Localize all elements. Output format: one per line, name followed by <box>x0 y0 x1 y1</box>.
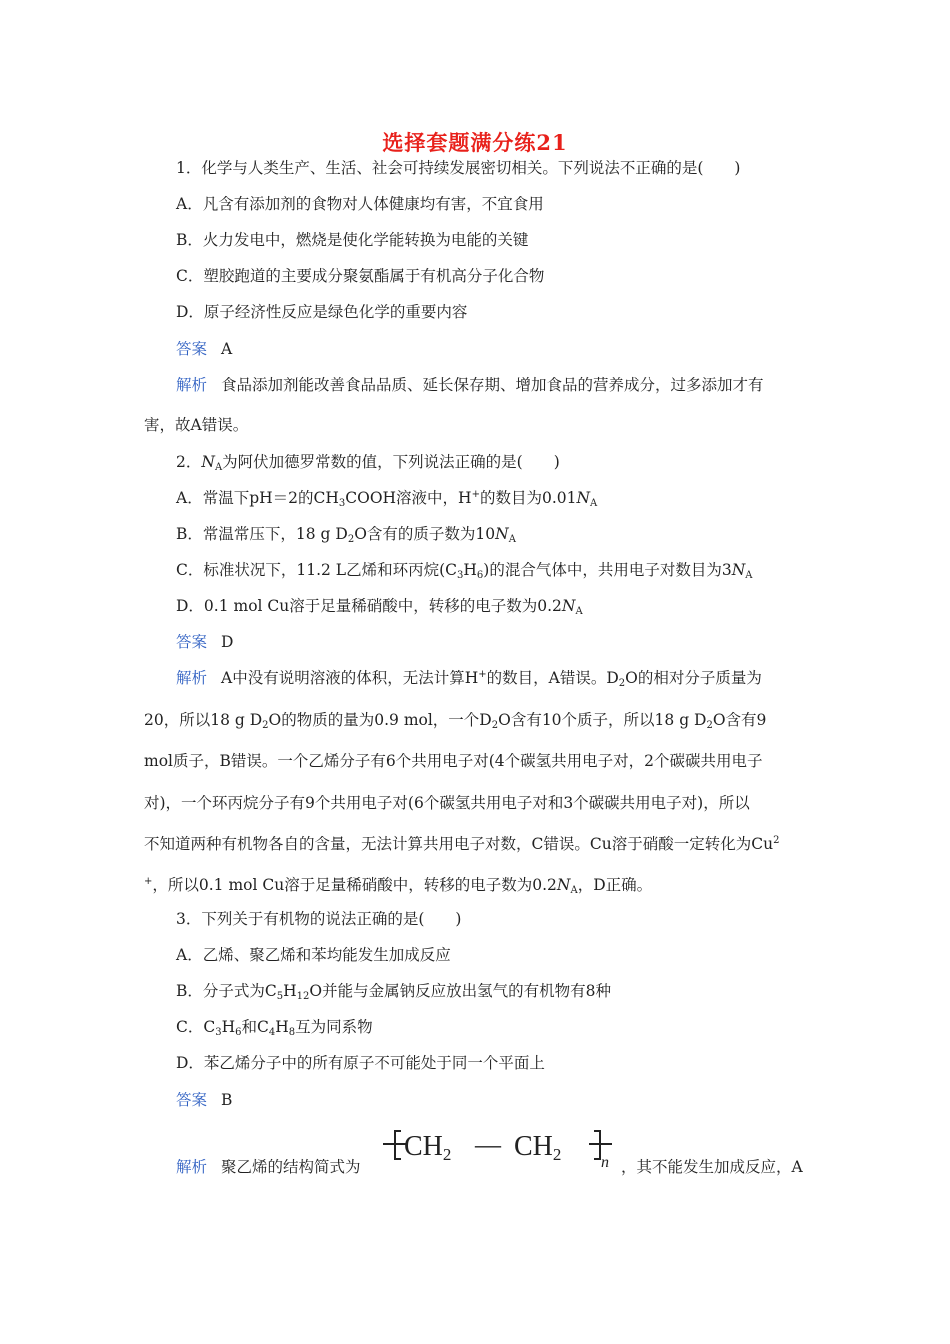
analysis-label: 解析 <box>176 1158 208 1176</box>
q1-answer-value: A <box>221 340 233 358</box>
page-title: 选择套题满分练21 <box>382 130 568 155</box>
q3-option-b: B．分子式为$C_5H_{12}O$并能与金属钠反应放出氢气的有机物有8种 <box>176 982 611 1002</box>
q3-option-c: C．$C_3H_6$和$C_4H_8$互为同系物 <box>176 1018 373 1038</box>
analysis-label: 解析 <box>176 669 208 687</box>
q1-analysis-text: 食品添加剂能改善食品品质、延长保存期、增加食品的营养成分，过多添加才有 <box>221 376 764 394</box>
formula-ch2-right: CH2 <box>514 1131 562 1164</box>
q3-answer <box>176 1089 232 1111</box>
formula-n: n <box>601 1154 609 1171</box>
q1-option-c: C．塑胶跑道的主要成分聚氨酯属于有机高分子化合物 <box>176 267 545 285</box>
q2-analysis-line4: 对)，一个环丙烷分子有9个共用电子对(6个碳氢共用电子对和3个碳碳共用电子对)，所以 <box>144 794 750 812</box>
q1-option-a: A．凡含有添加剂的食物对人体健康均有害，不宜食用 <box>176 195 544 213</box>
q1-option-b: B．火力发电中，燃烧是使化学能转换为电能的关键 <box>176 231 529 249</box>
q3-analysis-post: ，其不能发生加成反应，A <box>621 1158 803 1176</box>
q2-option-c: C．标准状况下，11.2 L乙烯和环丙烷$(C_3H_6)$的混合气体中，共用电子对数目为$3N_A$ <box>176 561 753 581</box>
q1-stem: 1．化学与人类生产、生活、社会可持续发展密切相关。下列说法不正确的是( ) <box>176 159 741 177</box>
q2-stem: 2．$N_A$为阿伏加德罗常数的值，下列说法正确的是( ) <box>176 453 560 473</box>
answer-label: 答案 <box>176 340 208 358</box>
q3-option-a: A．乙烯、聚乙烯和苯均能发生加成反应 <box>176 946 451 964</box>
q2-analysis: 解析 A中没有说明溶液的体积，无法计算H+的数目，A错误。$D_2O$的相对分子质量为 <box>176 669 762 689</box>
answer-label: 答案 <box>176 633 208 651</box>
q2-answer-value: D <box>221 633 234 651</box>
q2-analysis-line5: 不知道两种有机物各自的含量，无法计算共用电子对数，C错误。Cu溶于硝酸一定转化为Cu$^2$ <box>144 835 780 853</box>
q1-answer <box>176 338 232 360</box>
polyethylene-formula <box>382 1123 614 1175</box>
analysis-label: 解析 <box>176 376 208 394</box>
q2-option-a: A．常温下pH＝2的$CH_3COOH$溶液中，H+的数目为$0.01N_A$ <box>176 489 598 509</box>
q3-analysis-pre: 聚乙烯的结构简式为 <box>221 1158 361 1176</box>
q1-option-d: D．原子经济性反应是绿色化学的重要内容 <box>176 303 468 321</box>
formula-ch2-left: CH2 <box>404 1131 452 1164</box>
q3-analysis <box>176 1156 361 1178</box>
q3-option-d: D．苯乙烯分子中的所有原子不可能处于同一个平面上 <box>176 1054 545 1072</box>
q2-analysis-line2: 20，所以18 g $D_2O$的物质的量为0.9 mol，一个$D_2O$含有10个质子，所以18 g $D_2O$含有9 <box>144 711 767 731</box>
q2-analysis-line6: +，所以0.1 mol Cu溶于足量稀硝酸中，转移的电子数为$0.2N_A$，D正确。 <box>144 876 653 896</box>
q2-analysis-line3: mol质子，B错误。一个乙烯分子有6个共用电子对(4个碳氢共用电子对，2个碳碳共用电子 <box>144 752 763 770</box>
q2-option-b: B．常温常压下，18 g $D_2O$含有的质子数为$10N_A$ <box>176 525 516 545</box>
q2-stem-text: 为阿伏加德罗常数的值，下列说法正确的是( ) <box>222 453 560 471</box>
formula-bond: — <box>475 1130 501 1159</box>
q3-answer-value: B <box>221 1091 233 1109</box>
q1-analysis <box>176 374 764 396</box>
q2-answer <box>176 631 233 653</box>
answer-label: 答案 <box>176 1091 208 1109</box>
q2-option-d: D．0.1 mol Cu溶于足量稀硝酸中，转移的电子数为$0.2N_A$ <box>176 597 583 617</box>
q1-analysis-cont: 害，故A错误。 <box>144 416 249 434</box>
q3-stem: 3．下列关于有机物的说法正确的是( ) <box>176 910 462 928</box>
